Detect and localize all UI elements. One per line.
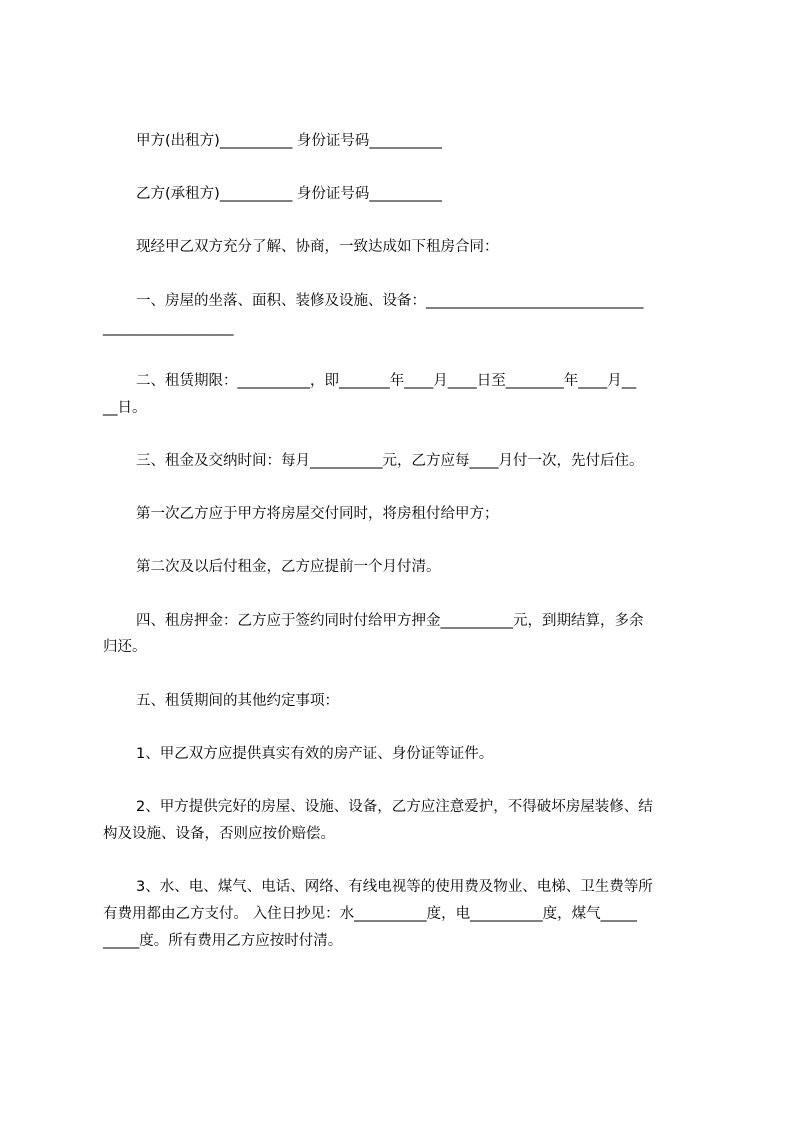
item-3-line-1: 3、水、电、煤气、电话、网络、有线电视等的使用费及物业、电梯、卫生费等所	[136, 879, 653, 895]
intro-paragraph: 现经甲乙双方充分了解、协商，一致达成如下租房合同：	[136, 239, 499, 255]
party-a-line: 甲方(出租方)__________ 身份证号码__________	[136, 133, 442, 149]
item-3-line-2: 有费用都由乙方支付。 入住日抄见：水__________度，电__________度，煤气_____	[103, 906, 637, 922]
party-b-line: 乙方(承租方)__________ 身份证号码__________	[136, 186, 442, 202]
clause-1-line-1: 一、房屋的坐落、面积、装修及设施、设备：______________________________	[136, 293, 644, 309]
clause-3-paragraph: 三、租金及交纳时间：每月__________元，乙方应每____月付一次，先付后住。	[136, 453, 644, 469]
clause-2-line-2: __日。	[103, 400, 147, 416]
clause-2-line-1: 二、租赁期限：__________，即_______年____月____日至________年____月__	[136, 373, 637, 389]
clause-4-line-1: 四、租房押金：乙方应于签约同时付给甲方押金__________元，到期结算，多余	[136, 613, 644, 629]
clause-5-heading: 五、租赁期间的其他约定事项：	[136, 693, 339, 709]
second-payment-paragraph: 第二次及以后付租金，乙方应提前一个月付清。	[136, 559, 441, 575]
item-3-line-3: _____度。所有费用乙方应按时付清。	[103, 933, 343, 949]
item-2-line-2: 构及设施、设备，否则应按价赔偿。	[103, 826, 335, 842]
first-payment-paragraph: 第一次乙方应于甲方将房屋交付同时，将房租付给甲方；	[136, 506, 499, 522]
item-2-line-1: 2、甲方提供完好的房屋、设施、设备，乙方应注意爱护，不得破坏房屋装修、结	[136, 799, 653, 815]
clause-4-line-2: 归还。	[103, 639, 147, 655]
item-1-paragraph: 1、甲乙双方应提供真实有效的房产证、身份证等证件。	[136, 746, 494, 762]
clause-1-line-2: __________________	[103, 320, 234, 336]
